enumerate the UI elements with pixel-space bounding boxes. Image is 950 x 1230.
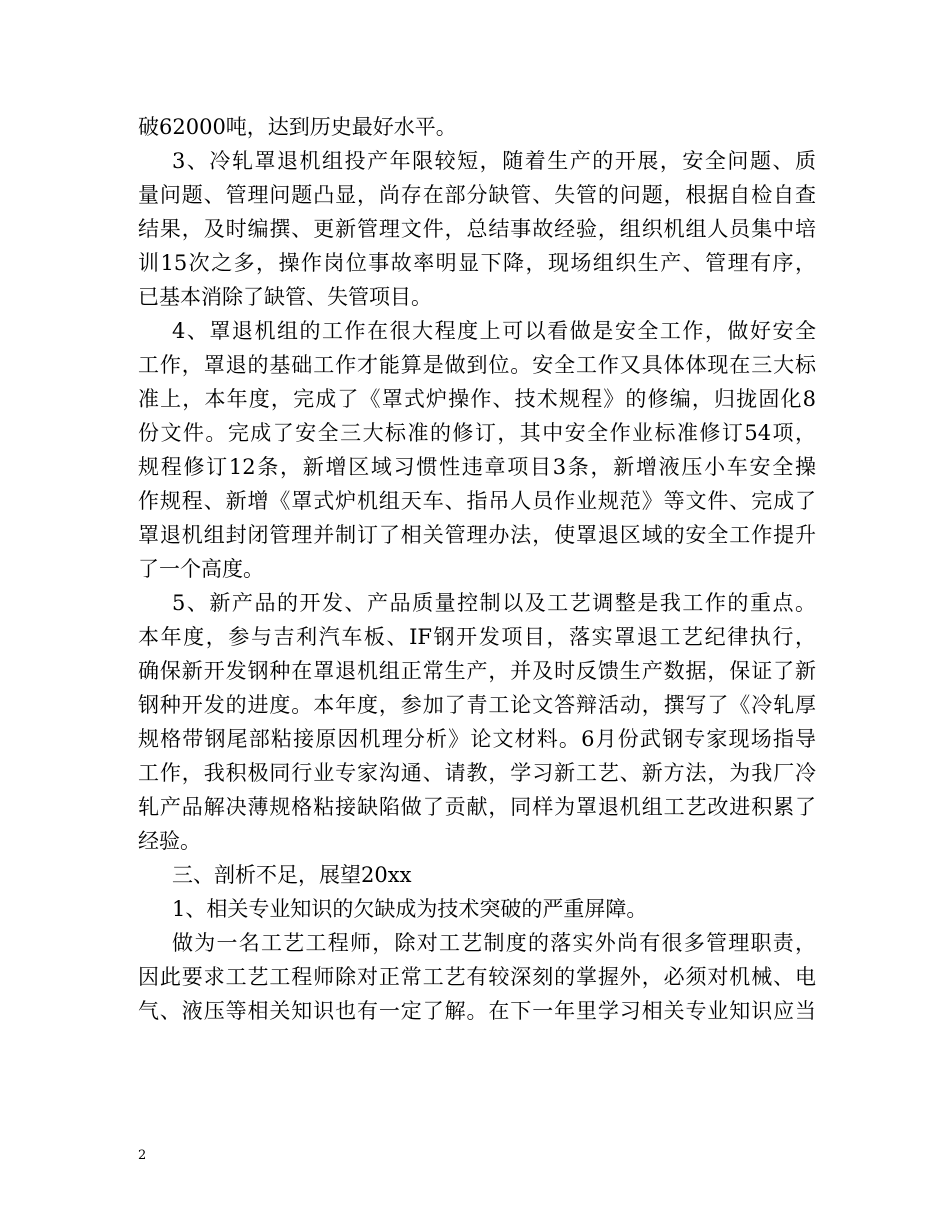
text-line: 经验。 <box>138 829 201 853</box>
text-line: 份文件。完成了安全三大标准的修订，其中安全作业标准修订54项， <box>138 421 816 445</box>
text-line: 气、液压等相关知识也有一定了解。在下一年里学习相关专业知识应当 <box>138 999 816 1023</box>
text-line: 工作，我积极同行业专家沟通、请教，学习新工艺、新方法，为我厂冷 <box>138 761 816 785</box>
text-line: 做为一名工艺工程师，除对工艺制度的落实外尚有很多管理职责， <box>172 931 816 955</box>
body-text <box>138 110 816 1028</box>
text-line: 钢种开发的进度。本年度，参加了青工论文答辩活动，撰写了《冷轧厚 <box>138 693 816 717</box>
page-number: 2 <box>138 1148 147 1163</box>
text-line: 规程修订12条，新增区域习惯性违章项目3条，新增液压小车安全操 <box>138 455 816 479</box>
text-line: 确保新开发钢种在罩退机组正常生产，并及时反馈生产数据，保证了新 <box>138 659 816 683</box>
text-line: 1、相关专业知识的欠缺成为技术突破的严重屏障。 <box>172 897 648 921</box>
text-line: 训15次之多，操作岗位事故率明显下降，现场组织生产、管理有序， <box>138 251 816 275</box>
section-heading: 三、剖析不足，展望20xx <box>172 863 412 887</box>
text-line: 本年度，参与吉利汽车板、IF钢开发项目，落实罩退工艺纪律执行， <box>138 625 816 649</box>
text-line: 罩退机组封闭管理并制订了相关管理办法，使罩退区域的安全工作提升 <box>138 523 816 547</box>
text-line: 量问题、管理问题凸显，尚存在部分缺管、失管的问题，根据自检自查 <box>138 183 816 207</box>
text-line: 工作，罩退的基础工作才能算是做到位。安全工作又具体体现在三大标 <box>138 353 816 377</box>
text-line: 准上，本年度，完成了《罩式炉操作、技术规程》的修编，归拢固化8 <box>138 387 816 411</box>
text-line: 4、罩退机组的工作在很大程度上可以看做是安全工作，做好安全 <box>172 319 816 343</box>
text-line: 3、冷轧罩退机组投产年限较短，随着生产的开展，安全问题、质 <box>172 149 816 173</box>
text-line: 规格带钢尾部粘接原因机理分析》论文材料。6月份武钢专家现场指导 <box>138 727 816 751</box>
text-line: 作规程、新增《罩式炉机组天车、指吊人员作业规范》等文件、完成了 <box>138 489 816 513</box>
text-line: 破62000吨，达到历史最好水平。 <box>138 115 457 139</box>
text-line: 结果，及时编撰、更新管理文件，总结事故经验，组织机组人员集中培 <box>138 217 816 241</box>
text-line: 已基本消除了缺管、失管项目。 <box>138 285 432 309</box>
text-line: 5、新产品的开发、产品质量控制以及工艺调整是我工作的重点。 <box>172 591 816 615</box>
text-line: 了一个高度。 <box>138 557 264 581</box>
text-line: 轧产品解决薄规格粘接缺陷做了贡献，同样为罩退机组工艺改进积累了 <box>138 795 816 819</box>
text-line: 因此要求工艺工程师除对正常工艺有较深刻的掌握外，必须对机械、电 <box>138 965 816 989</box>
